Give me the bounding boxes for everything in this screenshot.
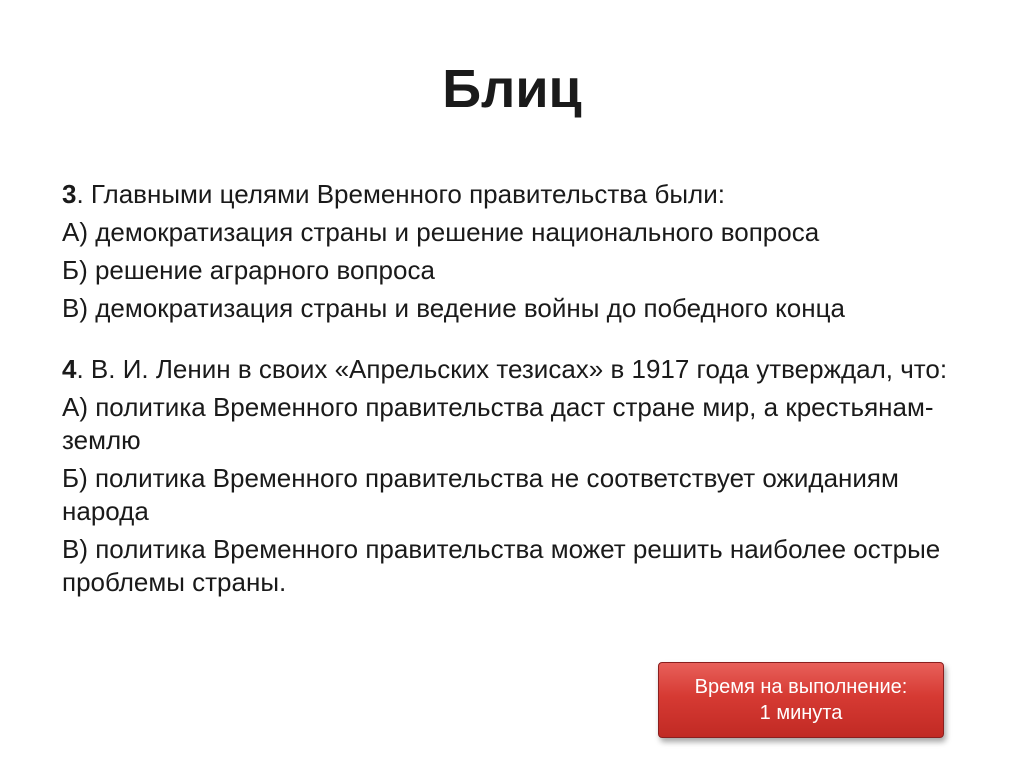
- answer-option: А) политика Временного правительства даст стране мир, а крестьянам-землю: [62, 392, 934, 455]
- timer-box: [658, 662, 944, 738]
- question-4: [62, 353, 962, 386]
- answer-option: А) демократизация страны и решение национального вопроса: [62, 217, 820, 247]
- slide-body: [62, 178, 962, 604]
- timer-value: 1 минута: [759, 702, 843, 724]
- question-text: . Главными целями Временного правительства были:: [76, 179, 725, 209]
- answer-option: Б) политика Временного правительства не соответствует ожиданиям народа: [62, 463, 899, 526]
- question-3: [62, 178, 962, 211]
- slide-title: Блиц: [442, 59, 582, 119]
- question-text: . В. И. Ленин в своих «Апрельских тезисах» в 1917 года утверждал, что:: [76, 354, 948, 384]
- answer-option: В) политика Временного правительства может решить наиболее острые проблемы страны.: [62, 534, 941, 597]
- question-number: 4: [62, 354, 77, 384]
- timer-label: Время на выполнение:: [694, 676, 908, 698]
- question-number: 3: [62, 179, 77, 209]
- answer-option: Б) решение аграрного вопроса: [62, 255, 435, 285]
- answer-option: В) демократизация страны и ведение войны до победного конца: [62, 293, 845, 323]
